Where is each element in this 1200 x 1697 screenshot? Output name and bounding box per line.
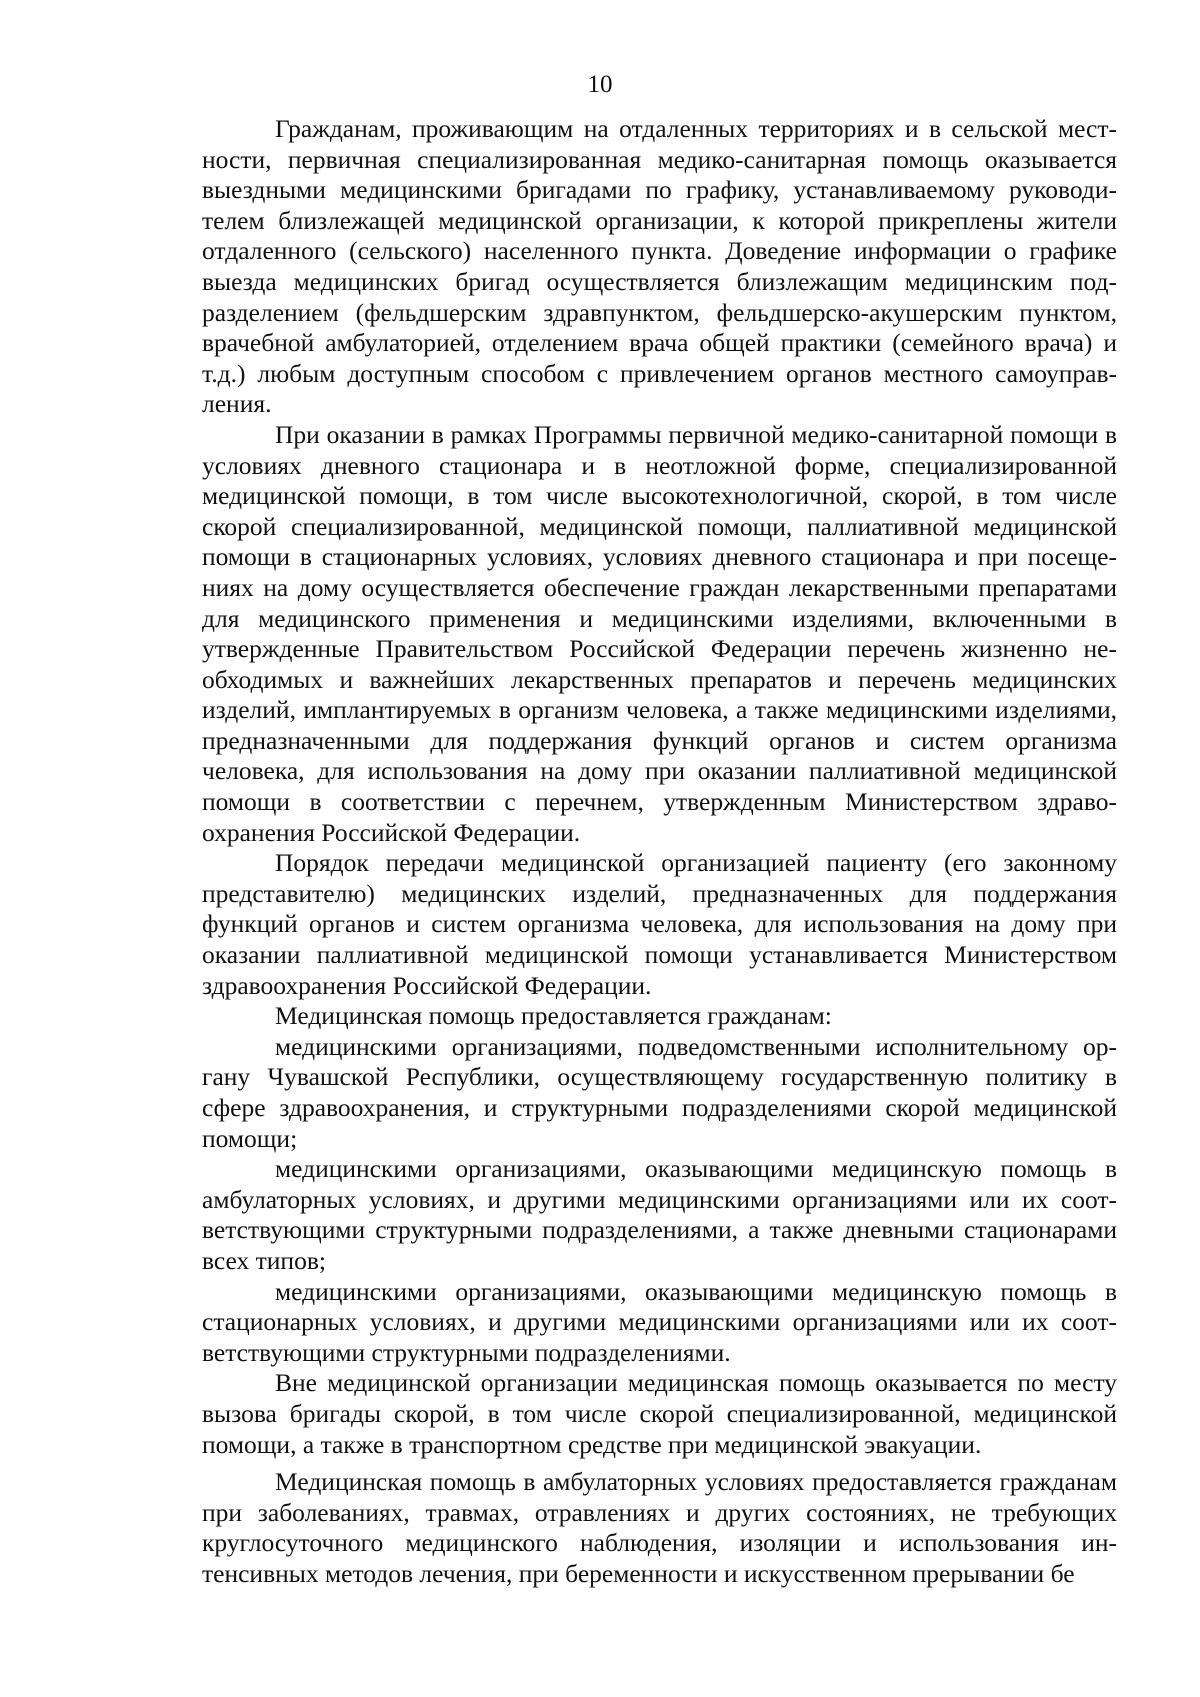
paragraph-device-transfer: Порядок передачи медицинской организацией пациенту (его законному представителю) медицинских изделий, предназначенных для поддержания функций органов и систем организма человека, для использования на дому при оказании паллиативной медицинской помощи устанавливается Министерством здравоохранения Российской Федерации. [202, 848, 1117, 1000]
list-item-inpatient-organizations: медицинскими организациями, оказывающими медицинскую помощь в стационарных условиях, и другими медицинскими организациями или их соответствующими структурными подразделениями. [202, 1276, 1117, 1367]
list-item-outpatient-organizations: медицинскими организациями, оказывающими медицинскую помощь в амбулаторных условиях, и другими медицинскими организациями или их соответствующими структурными подразделениями, а также дневными стационарами всех типов; [202, 1154, 1117, 1275]
paragraph-outpatient-care: Медицинская помощь в амбулаторных условиях предоставляется гражданам при заболеваниях, травмах, отравлениях и других состояниях, не требующих круглосуточного медицинского наблюдения, изоляции и использования интенсивных методов лечения, при беременности и искусственном прерывании бе [202, 1467, 1117, 1588]
paragraph-drug-provision: При оказании в рамках Программы первичной медико-санитарной помощи в условиях дневного стационара и в неотложной форме, специализированной медицинской помощи, в том числе высокотехнологичной, скорой, в том числе скорой специализированной, медицинской помощи, паллиативной медицинской помощи в стационарных условиях, условиях дневного стационара и при посещениях на дому осуществляется обеспечение граждан лекарственными препаратами для медицинского применения и медицинскими изделиями, включенными в утвержденные Правительством Российской Федерации перечень жизненно необходимых и важнейших лекарственных препаратов и перечень медицинских изделий, имплантируемых в организм человека, а также медицинскими изделиями, предназначенными для поддержания функций органов и систем организма человека, для использования на дому при оказании паллиативной медицинской помощи в соответствии с перечнем, утвержденным Министерством здравоохранения Российской Федерации. [202, 419, 1117, 847]
paragraph-care-provided-intro: Медицинская помощь предоставляется гражданам: [275, 1001, 832, 1031]
paragraph-outside-organization: Вне медицинской организации медицинская помощь оказывается по месту вызова бригады скорой, в том числе скорой специализированной, медицинской помощи, а также в транспортном средстве при медицинской эвакуации. [202, 1368, 1117, 1459]
paragraph-remote-territories: Гражданам, проживающим на отдаленных территориях и в сельской местности, первичная специализированная медико-санитарная помощь оказывается выездными медицинскими бригадами по графику, устанавливаемому руководителем близлежащей медицинской организации, к которой прикреплены жители отдаленного (сельского) населенного пункта. Доведение информации о графике выезда медицинских бригад осуществляется близлежащим медицинским подразделением (фельдшерским здравпунктом, фельдшерско-акушерским пунктом, врачебной амбулаторией, отделением врача общей практики (семейного врача) и т.д.) любым доступным способом с привлечением органов местного самоуправления. [202, 114, 1117, 419]
page-number: 10 [587, 71, 613, 98]
list-item-subordinate-organizations: медицинскими организациями, подведомственными исполнительному органу Чувашской Республики, осуществляющему государственную политику в сфере здравоохранения, и структурными подразделениями скорой медицинской помощи; [202, 1031, 1117, 1153]
body-text [202, 114, 1117, 1590]
